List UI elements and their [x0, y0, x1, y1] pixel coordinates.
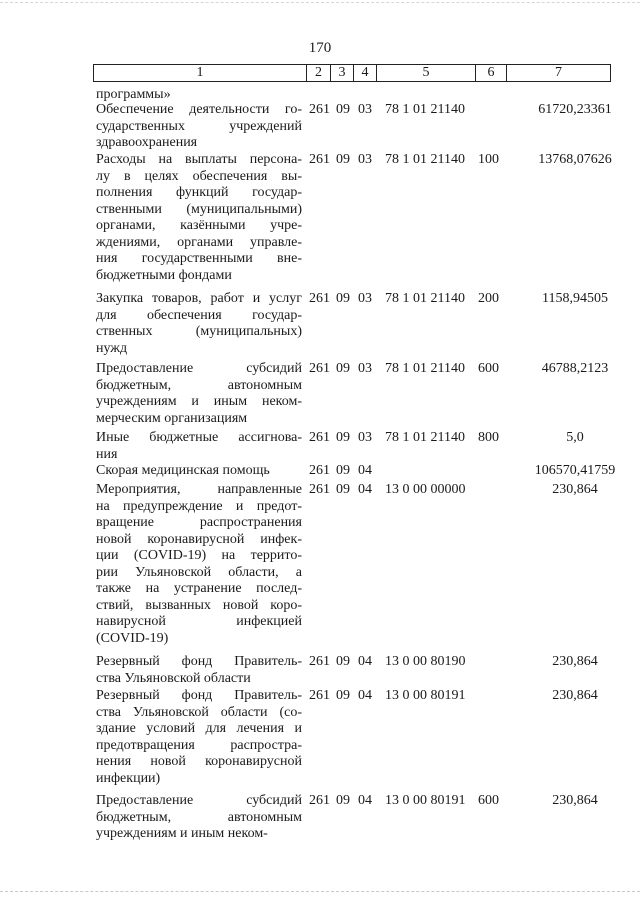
row-item-name-line: (COVID-19) [96, 630, 169, 646]
row-amount: 230,864 [552, 688, 598, 703]
row-item-name-line: для обеспечения государ- [96, 307, 302, 323]
row-item-name-line: ния [96, 446, 118, 462]
row-section-code: 09 [336, 688, 350, 703]
row-target-article: 13 0 00 80191 [385, 688, 466, 703]
row-ministry-code: 261 [309, 152, 330, 167]
row-item-name-line: бюджетными фондами [96, 267, 232, 283]
row-section-code: 09 [336, 361, 350, 376]
row-item-name-line: здравоохранения [96, 135, 198, 150]
row-item-name-line: ства Ульяновской области [96, 670, 251, 686]
row-item-name-line: вращение распространения [96, 515, 302, 530]
row-item-name-line: инфекции) [96, 770, 161, 786]
row-item-name [96, 430, 302, 463]
row-item-name [96, 688, 302, 787]
row-item-name-line: навирусной инфекцией [96, 614, 302, 629]
row-item-name-line: новой коронавирусной инфек- [96, 531, 302, 547]
row-amount: 230,864 [552, 654, 598, 669]
row-item-name [96, 102, 302, 152]
row-item-name-line: рии Ульяновской области, а [96, 564, 302, 580]
row-section-code: 09 [336, 654, 350, 669]
row-ministry-code: 261 [309, 688, 330, 703]
scan-edge-bottom [0, 891, 640, 893]
row-section-code: 09 [336, 463, 350, 478]
row-item-name-line: Расходы на выплаты персона- [96, 152, 302, 167]
row-subsection-code: 03 [358, 152, 372, 167]
row-amount: 230,864 [552, 793, 598, 808]
row-section-code: 09 [336, 291, 350, 306]
column-header-table [93, 64, 611, 82]
row-target-article: 78 1 01 21140 [385, 430, 465, 445]
row-item-name [96, 793, 302, 843]
row-ministry-code: 261 [309, 463, 330, 478]
column-header-5: 5 [377, 65, 476, 82]
row-item-name-line: Резервный фонд Правитель- [96, 688, 302, 703]
row-item-name-line: органами, казёнными учре- [96, 218, 302, 233]
column-header-6: 6 [476, 65, 507, 82]
row-item-name-line: ства Ульяновской области (со- [96, 704, 302, 720]
row-expense-type: 800 [478, 430, 499, 445]
row-subsection-code: 03 [358, 291, 372, 306]
row-item-name-line: ния государственными вне- [96, 251, 302, 266]
row-item-name [96, 361, 302, 427]
row-item-name-line: ждениями, органами управле- [96, 234, 302, 250]
column-header-row [94, 65, 611, 82]
row-item-name-line: учреждениям и иным неком- [96, 394, 302, 409]
row-subsection-code: 04 [358, 482, 372, 497]
row-target-article: 13 0 00 80191 [385, 793, 466, 808]
row-section-code: 09 [336, 152, 350, 167]
row-item-name-line: бюджетным, автономным [96, 809, 302, 825]
row-subsection-code: 04 [358, 793, 372, 808]
row-amount: 230,864 [552, 482, 598, 497]
row-item-name-line: Резервный фонд Правитель- [96, 654, 302, 669]
row-item-name-line: на предупреждение и предот- [96, 498, 302, 514]
row-subsection-code: 03 [358, 430, 372, 445]
row-item-name-line: также на устранение послед- [96, 581, 302, 596]
row-target-article: 78 1 01 21140 [385, 291, 465, 306]
row-section-code: 09 [336, 482, 350, 497]
row-ministry-code: 261 [309, 793, 330, 808]
row-item-name-line: Предоставление субсидий [96, 361, 302, 376]
row-target-article: 13 0 00 00000 [385, 482, 466, 497]
scan-edge-top [0, 2, 640, 4]
column-header-2: 2 [307, 65, 331, 82]
column-header-4: 4 [354, 65, 377, 82]
row-ministry-code: 261 [309, 102, 330, 117]
row-item-name-line: ственными (муниципальными) [96, 201, 302, 217]
row-section-code: 09 [336, 102, 350, 117]
row-amount: 13768,07626 [538, 152, 612, 167]
row-item-name-line: программы» [96, 87, 171, 102]
row-item-name-line: мерческим организациям [96, 410, 248, 426]
row-amount: 5,0 [566, 430, 584, 445]
row-expense-type: 200 [478, 291, 499, 306]
column-header-3: 3 [331, 65, 354, 82]
row-target-article: 78 1 01 21140 [385, 361, 465, 376]
row-subsection-code: 04 [358, 463, 372, 478]
page-number: 170 [308, 40, 332, 56]
row-item-name-line: Скорая медицинская помощь [96, 463, 270, 478]
row-item-name-line: нения новой коронавирусной [96, 754, 302, 769]
row-item-name-line: Закупка товаров, работ и услуг [96, 291, 302, 306]
column-header-7: 7 [507, 65, 611, 82]
row-item-name-line: Мероприятия, направленные [96, 482, 302, 497]
row-item-name-line: Предоставление субсидий [96, 793, 302, 808]
row-ministry-code: 261 [309, 654, 330, 669]
row-amount: 61720,23361 [538, 102, 612, 117]
row-item-name-line: Иные бюджетные ассигнова- [96, 430, 302, 445]
row-item-name [96, 463, 302, 480]
row-ministry-code: 261 [309, 361, 330, 376]
row-item-name [96, 482, 302, 647]
row-target-article: 78 1 01 21140 [385, 152, 465, 167]
row-item-name-line: Обеспечение деятельности го- [96, 102, 302, 117]
row-item-name-line: ции (COVID-19) на террито- [96, 548, 302, 563]
row-target-article: 13 0 00 80190 [385, 654, 466, 669]
row-item-name-line: бюджетным, автономным [96, 377, 302, 393]
row-expense-type: 600 [478, 361, 499, 376]
row-item-name [96, 152, 302, 284]
row-item-name [96, 654, 302, 687]
row-section-code: 09 [336, 430, 350, 445]
row-item-name-line: предотвращения распростра- [96, 737, 302, 753]
row-expense-type: 600 [478, 793, 499, 808]
row-subsection-code: 03 [358, 102, 372, 117]
row-target-article: 78 1 01 21140 [385, 102, 465, 117]
row-subsection-code: 04 [358, 688, 372, 703]
row-subsection-code: 04 [358, 654, 372, 669]
row-amount: 106570,41759 [534, 463, 616, 478]
column-header-1: 1 [94, 65, 307, 82]
row-amount: 46788,2123 [541, 361, 609, 376]
row-item-name-line: здание условий для лечения и [96, 721, 302, 736]
row-subsection-code: 03 [358, 361, 372, 376]
row-ministry-code: 261 [309, 291, 330, 306]
row-item-name-line: ствий, вызванных новой коро- [96, 597, 302, 613]
row-item-name-line: лу в целях обеспечения вы- [96, 168, 302, 184]
row-expense-type: 100 [478, 152, 499, 167]
row-item-name-line: полнения функций государ- [96, 185, 302, 200]
row-item-name [96, 291, 302, 357]
row-ministry-code: 261 [309, 430, 330, 445]
row-section-code: 09 [336, 793, 350, 808]
row-ministry-code: 261 [309, 482, 330, 497]
row-item-name-line: сударственных учреждений [96, 118, 302, 134]
row-item-name-line: ственных (муниципальных) [96, 324, 302, 339]
row-amount: 1158,94505 [542, 291, 608, 306]
row-item-name-line: нужд [96, 340, 128, 356]
row-item-name-line: учреждениям и иным неком- [96, 826, 268, 841]
